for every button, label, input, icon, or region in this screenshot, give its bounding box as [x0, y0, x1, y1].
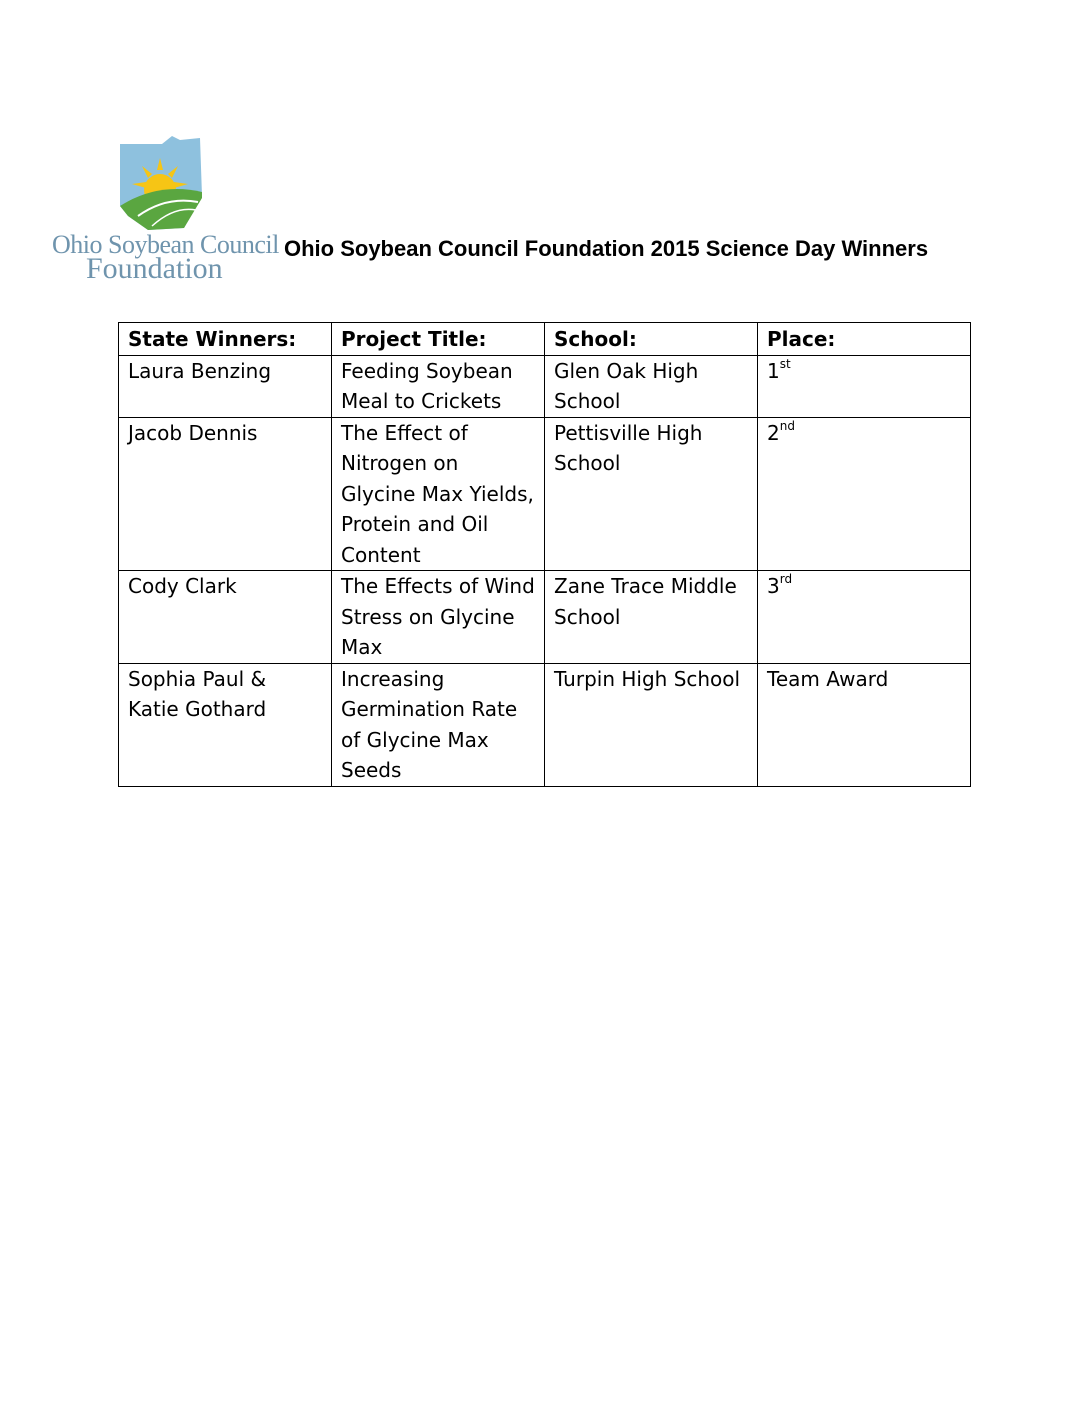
- place-suffix: rd: [779, 572, 793, 587]
- place-number: 3: [767, 574, 780, 598]
- place-number: 2: [767, 420, 780, 445]
- table-row: [119, 417, 971, 571]
- table-row: [119, 571, 971, 664]
- cell-project: Increasing Germination Rate of Glycine Max Seeds: [332, 663, 545, 786]
- cell-place: [758, 355, 971, 417]
- cell-project: The Effects of Wind Stress on Glycine Max: [332, 571, 545, 664]
- cell-place: [758, 663, 971, 786]
- cell-place: [758, 417, 971, 571]
- cell-place: [758, 571, 971, 664]
- cell-school: Zane Trace Middle School: [545, 571, 758, 664]
- place-suffix: st: [779, 356, 791, 371]
- cell-project: The Effect of Nitrogen on Glycine Max Yields, Protein and Oil Content: [332, 417, 545, 571]
- cell-school: Glen Oak High School: [545, 355, 758, 417]
- cell-winners: Cody Clark: [119, 571, 332, 664]
- cell-winners: Laura Benzing: [119, 355, 332, 417]
- place-suffix: nd: [779, 418, 795, 433]
- header-place: Place:: [758, 323, 971, 356]
- place-number: 1: [767, 358, 780, 383]
- ohio-sun-field-icon: [118, 136, 202, 230]
- cell-school: Turpin High School: [545, 663, 758, 786]
- cell-school: Pettisville High School: [545, 417, 758, 571]
- logo-text-line2: Foundation: [86, 252, 223, 285]
- header-school: School:: [545, 323, 758, 356]
- header-project-title: Project Title:: [332, 323, 545, 356]
- table-row: [119, 355, 971, 417]
- winners-table: [118, 322, 971, 787]
- cell-project: Feeding Soybean Meal to Crickets: [332, 355, 545, 417]
- cell-winners: Jacob Dennis: [119, 417, 332, 571]
- place-number: Team Award: [767, 666, 889, 691]
- table-header-row: [119, 323, 971, 356]
- foundation-logo: [52, 136, 279, 285]
- table-row: [119, 663, 971, 786]
- cell-winners: Sophia Paul & Katie Gothard: [119, 663, 332, 786]
- header-state-winners: State Winners:: [119, 323, 332, 356]
- document-title: Ohio Soybean Council Foundation 2015 Science Day Winners: [284, 236, 929, 261]
- logo-text-line1: Ohio Soybean Council: [52, 230, 279, 259]
